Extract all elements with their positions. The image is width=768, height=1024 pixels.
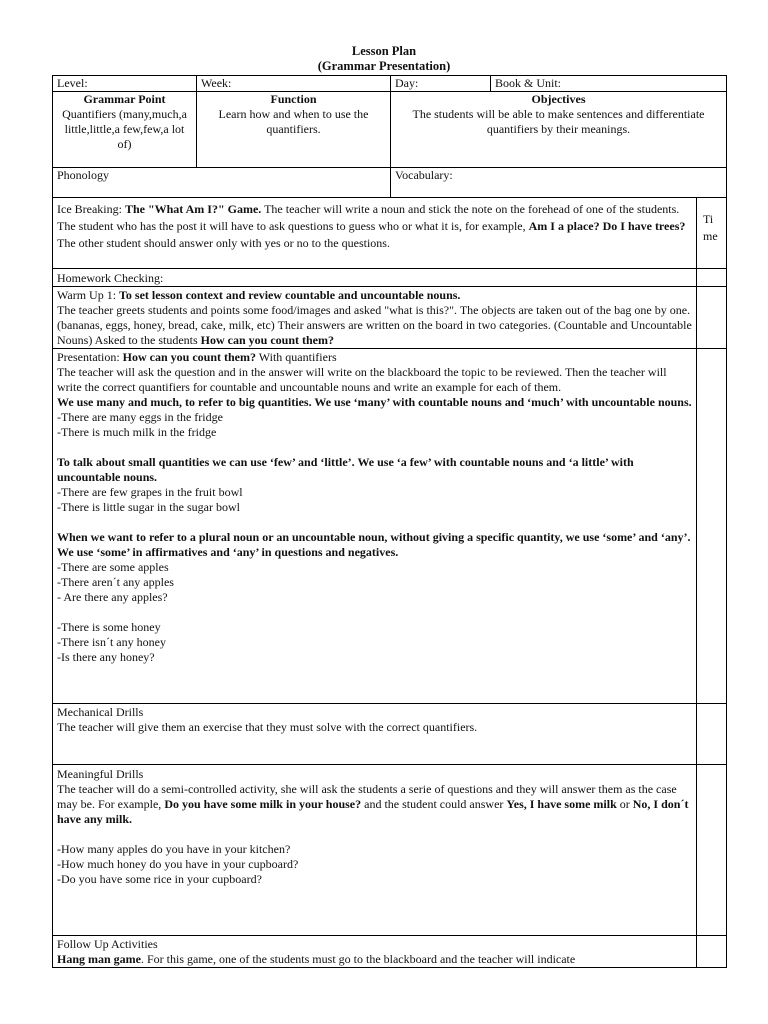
time-header-cell: Ti me (696, 197, 727, 269)
function-label: Function (270, 92, 317, 106)
book-unit-cell: Book & Unit: (490, 75, 727, 92)
vocabulary-cell: Vocabulary: (390, 167, 727, 198)
document-title: Lesson Plan (351, 44, 417, 58)
mechanical-time-cell (696, 703, 727, 765)
function-text: Learn how and when to use the quantifiers. (218, 107, 369, 136)
grammar-point-text: Quantifiers (many,much,a little,little,a few,few,a lot of) (62, 107, 187, 151)
objectives-label: Objectives (531, 92, 586, 106)
level-cell: Level: (52, 75, 197, 92)
grammar-point-label: Grammar Point (83, 92, 166, 106)
presentation-time-cell (696, 348, 727, 704)
mechanical-drills-cell: Mechanical Drills The teacher will give them an exercise that they must solve with the correct quantifiers. (52, 703, 697, 765)
warmup-cell: Warm Up 1: To set lesson context and review countable and uncountable nouns. The teacher greets students and points some food/images and asked "what is this?". The objects are taken out of the bag one by one. (bananas, eggs, honey, bread, cake, milk, etc) Their answers are written on the board in two categories. (Countable and Uncountable Nouns) Asked to the students How can you count them? (52, 286, 697, 349)
homework-cell: Homework Checking: (52, 268, 697, 287)
document-subtitle: (Grammar Presentation) (317, 59, 451, 73)
followup-time-cell (696, 935, 727, 968)
function-cell (196, 91, 391, 168)
ice-breaking-cell: Ice Breaking: The "What Am I?" Game. The teacher will write a noun and stick the note on the forehead of one of the students. The student who has the post it will have to ask questions to guess who or what it is, for example, Am I a place? Do I have trees? The other student should answer only with yes or no to the questions. (52, 197, 697, 269)
grammar-point-cell (52, 91, 197, 168)
followup-cell: Follow Up Activities Hang man game. For this game, one of the students must go to the blackboard and the teacher will indicate (52, 935, 697, 968)
week-cell: Week: (196, 75, 391, 92)
phonology-cell: Phonology (52, 167, 391, 198)
homework-time-cell (696, 268, 727, 287)
objectives-cell (390, 91, 727, 168)
objectives-text: The students will be able to make sentences and differentiate quantifiers by their meanings. (412, 107, 705, 136)
warmup-time-cell (696, 286, 727, 349)
meaningful-time-cell (696, 764, 727, 936)
presentation-cell: Presentation: How can you count them? With quantifiers The teacher will ask the question and in the answer will write on the blackboard the topic to be reviewed. Then the teacher will write the correct quantifiers for countable and uncountable nouns and write an example for each of them. We use many and much, to refer to big quantities. We use ‘many’ with countable nouns and ‘much’ with uncountable nouns. -There are many eggs in the fridge -There is much milk in the fridge To talk about small quantities we can use ‘few’ and ‘little’. We use ‘a few’ with countable nouns and ‘a little’ with uncountable nouns. -There are few grapes in the fruit bowl -There is little sugar in the sugar bowl When we want to refer to a plural noun or an uncountable noun, without giving a specific quantity, we use ‘some’ and ‘any’. We use ‘some’ in affirmatives and ‘any’ in questions and negatives. -There are some apples -There aren´t any apples - Are there any apples? -There is some honey -There isn´t any honey -Is there any honey? (52, 348, 697, 704)
meaningful-drills-cell: Meaningful Drills The teacher will do a semi-controlled activity, she will ask the students a serie of questions and they will answer them as the case may be. For example, Do you have some milk in your house? and the student could answer Yes, I have some milk or No, I don´t have any milk. -How many apples do you have in your kitchen? -How much honey do you have in your cupboard? -Do you have some rice in your cupboard? (52, 764, 697, 936)
day-cell: Day: (390, 75, 491, 92)
